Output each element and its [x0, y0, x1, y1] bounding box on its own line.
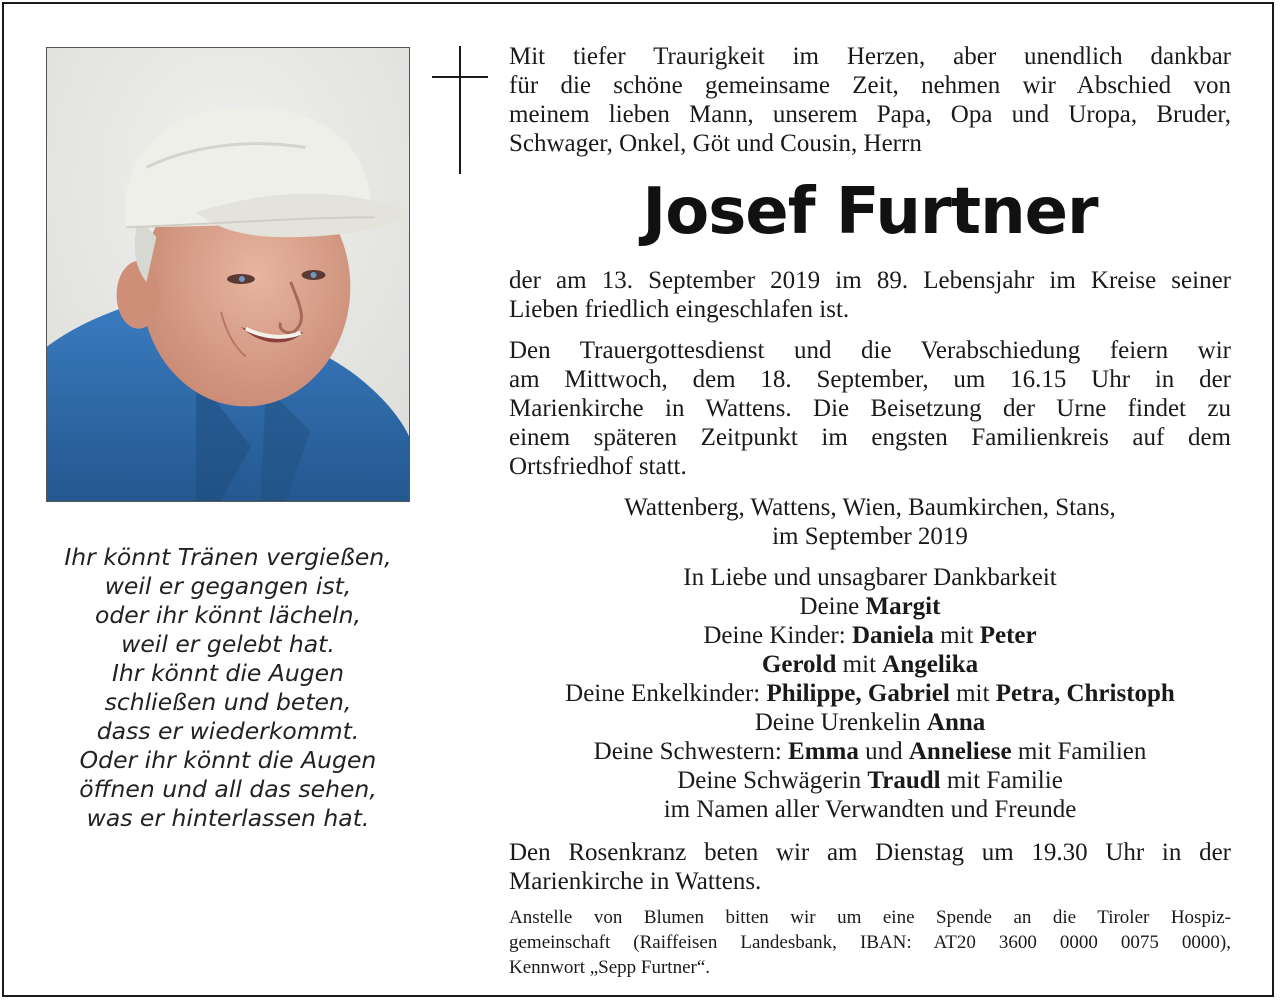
poem-line: schließen und beten,	[104, 688, 352, 716]
poem-line: weil er gelebt hat.	[121, 630, 335, 658]
poem-line: oder ihr könnt lächeln,	[95, 601, 361, 629]
place-line: Wattenberg, Wattens, Wien, Baumkirchen, Stans,	[624, 494, 1116, 521]
service-line: am Mittwoch, dem 18. September, um 16.15 Uhr in der	[509, 366, 1231, 393]
donation-line: Kennwort „Sepp Furtner“.	[509, 957, 711, 978]
poem-line: dass er wiederkommt.	[96, 717, 360, 745]
death-line: der am 13. September 2019 im 89. Lebensjahr im Kreise seiner	[509, 267, 1231, 294]
rosary-text	[509, 838, 1231, 896]
family-line: Deine Urenkelin Anna	[754, 709, 986, 736]
donation-note	[509, 905, 1231, 980]
donation-line: Anstelle von Blumen bitten wir um eine Spende an die Tiroler Hospiz-	[509, 907, 1231, 928]
poem-line: was er hinterlassen hat.	[86, 804, 370, 832]
family-line: im Namen aller Verwandten und Freunde	[663, 796, 1077, 823]
place-date	[509, 493, 1231, 551]
deceased-name: Josef Furtner	[642, 175, 1098, 249]
portrait-image	[47, 48, 409, 501]
family-line: Deine Margit	[799, 593, 941, 620]
poem-line: weil er gegangen ist,	[104, 572, 352, 600]
poem	[46, 543, 410, 833]
death-line: Lieben friedlich eingeschlafen ist.	[509, 296, 850, 323]
intro-text	[509, 42, 1231, 158]
family-signatures	[509, 563, 1231, 824]
service-line: Den Trauergottesdienst und die Verabschiedung feiern wir	[509, 337, 1231, 364]
service-line: Ortsfriedhof statt.	[509, 453, 687, 480]
poem-line: öffnen und all das sehen,	[79, 775, 377, 803]
poem-line: Ihr könnt die Augen	[111, 659, 345, 687]
rosary-line: Den Rosenkranz beten wir am Dienstag um 19.30 Uhr in der	[509, 839, 1231, 866]
portrait-photo	[46, 47, 410, 502]
service-line: Marienkirche in Wattens. Die Beisetzung der Urne findet zu	[509, 395, 1231, 422]
family-line: Deine Kinder: Daniela mit Peter	[703, 622, 1037, 649]
poem-line: Ihr könnt Tränen vergießen,	[64, 543, 392, 571]
family-line: Deine Schwägerin Traudl mit Familie	[677, 767, 1063, 794]
intro-line: Schwager, Onkel, Göt und Cousin, Herrn	[509, 130, 922, 157]
poem-line: Oder ihr könnt die Augen	[79, 746, 377, 774]
death-notice	[509, 266, 1231, 324]
service-line: einem späteren Zeitpunkt im engsten Familienkreis auf dem	[509, 424, 1231, 451]
rosary-line: Marienkirche in Wattens.	[509, 868, 762, 895]
intro-line: für die schöne gemeinsame Zeit, nehmen wir Abschied von	[509, 72, 1231, 99]
cross-icon	[432, 46, 488, 174]
intro-line: Mit tiefer Traurigkeit im Herzen, aber unendlich dankbar	[509, 43, 1231, 70]
donation-line: gemeinschaft (Raiffeisen Landesbank, IBAN: AT20 3600 0000 0075 0000),	[509, 932, 1231, 953]
family-line: In Liebe und unsagbarer Dankbarkeit	[683, 564, 1057, 591]
funeral-service-text	[509, 336, 1231, 481]
family-line: Deine Schwestern: Emma und Anneliese mit Familien	[593, 738, 1147, 765]
family-line: Gerold mit Angelika	[761, 651, 979, 678]
intro-line: meinem lieben Mann, unserem Papa, Opa und Uropa, Bruder,	[509, 101, 1231, 128]
family-line: Deine Enkelkinder: Philippe, Gabriel mit Petra, Christoph	[565, 680, 1175, 707]
date-line: im September 2019	[772, 523, 968, 550]
